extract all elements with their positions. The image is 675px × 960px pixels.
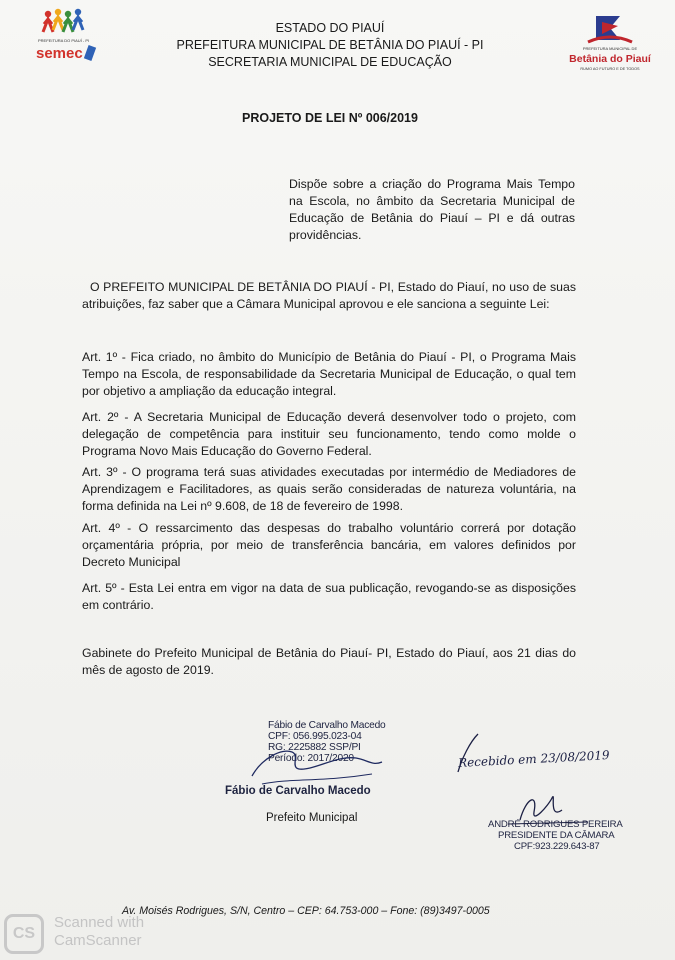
prefecture-name: PREFEITURA MUNICIPAL DE BETÂNIA DO PIAUÍ - PI	[176, 38, 484, 52]
document-title: PROJETO DE LEI Nº 006/2019	[242, 111, 418, 125]
camscanner-line2: CamScanner	[54, 932, 142, 949]
camscanner-watermark	[4, 908, 204, 956]
article-4: Art. 4º - O ressarcimento das despesas do trabalho voluntário correrá por dotação orçamentária própria, por meio de transferência bancária, em valores definidos por Decreto Municipal	[82, 521, 576, 569]
president-block	[488, 819, 648, 852]
secretariat-name: SECRETARIA MUNICIPAL DE EDUCAÇÃO	[208, 55, 452, 69]
svg-text:PREFEITURA MUNICIPAL DE: PREFEITURA MUNICIPAL DE	[582, 46, 638, 51]
camscanner-line1: Scanned with	[54, 914, 145, 931]
article-3: Art. 3º - O programa terá suas atividades executadas por intermédio de Mediadores de Aprendizagem e Facilitadores, as quais serão consideradas de natureza voluntária, na forma definida na Lei nº 9.608, de 18 de fevereiro de 1998.	[82, 465, 576, 513]
article-1: Art. 1º - Fica criado, no âmbito do Município de Betânia do Piauí - PI, o Programa Mais Tempo na Escola, de responsabilidade da Secretaria Municipal de Educação, o qual tem por objetivo a ampliação da educação integral.	[82, 350, 576, 398]
camscanner-logo: CS	[4, 914, 44, 954]
president-role: PRESIDENTE DA CÂMARA	[498, 830, 615, 841]
stamp-term: Período: 2017/2020	[268, 753, 354, 764]
preamble: O PREFEITO MUNICIPAL DE BETÂNIA DO PIAUÍ - PI, Estado do Piauí, no uso de suas atribuições, faz saber que a Câmara Municipal aprovou e ele sanciona a seguinte Lei:	[82, 280, 576, 311]
stamp-cpf: CPF: 056.995.023-04	[268, 731, 362, 742]
ementa: Dispõe sobre a criação do Programa Mais Tempo na Escola, no âmbito da Secretaria Municipal de Educação de Betânia do Piauí – PI e dá outras providências.	[289, 177, 575, 242]
article-2: Art. 2º - A Secretaria Municipal de Educação deverá desenvolver todo o projeto, com delegação de competência para instituir seu funcionamento, tendo como molde o Programa Novo Mais Educação do Governo Federal.	[82, 410, 576, 458]
svg-text:PREFEITURA DO PIAUÍ - PI: PREFEITURA DO PIAUÍ - PI	[38, 38, 90, 43]
semec-logo	[36, 6, 108, 64]
letterhead	[150, 20, 510, 71]
received-note: Recebido em 23/08/2019	[457, 748, 610, 770]
svg-text:semec: semec	[36, 45, 83, 62]
svg-text:RUMO AO FUTURO E DE TODOS: RUMO AO FUTURO E DE TODOS	[580, 67, 640, 71]
president-cpf: CPF:923.229.643-87	[514, 841, 600, 852]
president-signature	[448, 728, 648, 828]
closing-paragraph: Gabinete do Prefeito Municipal de Betânia do Piauí- PI, Estado do Piauí, aos 21 dias do mês de agosto de 2019.	[82, 646, 576, 677]
state-name: ESTADO DO PIAUÍ	[275, 21, 385, 35]
footer-address: Av. Moisés Rodrigues, S/N, Centro – CEP: 64.753-000 – Fone: (89)3497-0005	[122, 905, 490, 917]
president-name: ANDRÉ RODRIGUES PEREIRA	[488, 819, 623, 830]
article-5: Art. 5º - Esta Lei entra em vigor na data de sua publicação, revogando-se as disposições em contrário.	[82, 581, 576, 612]
stamp-name: Fábio de Carvalho Macedo	[268, 720, 386, 731]
svg-text:Betânia do Piauí: Betânia do Piauí	[569, 53, 651, 65]
mayor-role: Prefeito Municipal	[266, 812, 358, 824]
mayor-name: Fábio de Carvalho Macedo	[225, 785, 371, 797]
betania-logo	[569, 12, 651, 78]
stamp-rg: RG: 2225882 SSP/PI	[268, 742, 361, 753]
